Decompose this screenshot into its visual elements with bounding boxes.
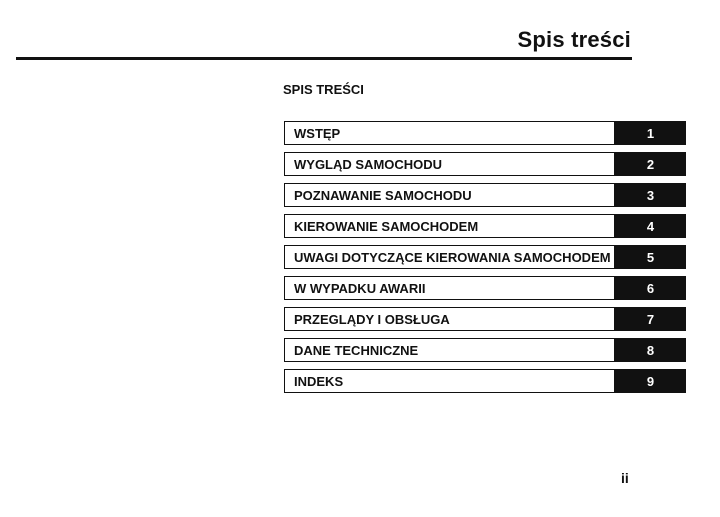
toc-item-number: 5 [615, 245, 686, 269]
toc-item-dane-techniczne[interactable] [284, 338, 686, 362]
toc-heading: SPIS TREŚCI [283, 82, 364, 97]
page-title: Spis treści [517, 27, 631, 52]
toc-item-number: 6 [615, 276, 686, 300]
toc-item-kierowanie-samochodem[interactable] [284, 214, 686, 238]
toc-item-label: WSTĘP [284, 121, 615, 145]
toc-item-uwagi-dotyczace-kierowania[interactable] [284, 245, 686, 269]
toc-item-label: WYGLĄD SAMOCHODU [284, 152, 615, 176]
toc-item-label: POZNAWANIE SAMOCHODU [284, 183, 615, 207]
toc-item-number: 1 [615, 121, 686, 145]
toc-item-poznawanie-samochodu[interactable] [284, 183, 686, 207]
toc-item-number: 7 [615, 307, 686, 331]
toc-item-indeks[interactable] [284, 369, 686, 393]
toc-item-number: 9 [615, 369, 686, 393]
toc-item-number: 8 [615, 338, 686, 362]
toc-item-label: PRZEGLĄDY I OBSŁUGA [284, 307, 615, 331]
toc-item-number: 3 [615, 183, 686, 207]
toc-item-label: UWAGI DOTYCZĄCE KIEROWANIA SAMOCHODEM [284, 245, 615, 269]
toc-item-label: KIEROWANIE SAMOCHODEM [284, 214, 615, 238]
title-rule [16, 57, 632, 60]
toc-item-w-wypadku-awarii[interactable] [284, 276, 686, 300]
toc-item-label: W WYPADKU AWARII [284, 276, 615, 300]
toc-item-wyglad-samochodu[interactable] [284, 152, 686, 176]
toc-item-wstep[interactable] [284, 121, 686, 145]
toc-item-number: 2 [615, 152, 686, 176]
toc-item-number: 4 [615, 214, 686, 238]
toc-item-label: INDEKS [284, 369, 615, 393]
toc-item-przeglady-i-obsluga[interactable] [284, 307, 686, 331]
toc-list [284, 121, 686, 400]
toc-item-label: DANE TECHNICZNE [284, 338, 615, 362]
page-number: ii [621, 470, 629, 486]
